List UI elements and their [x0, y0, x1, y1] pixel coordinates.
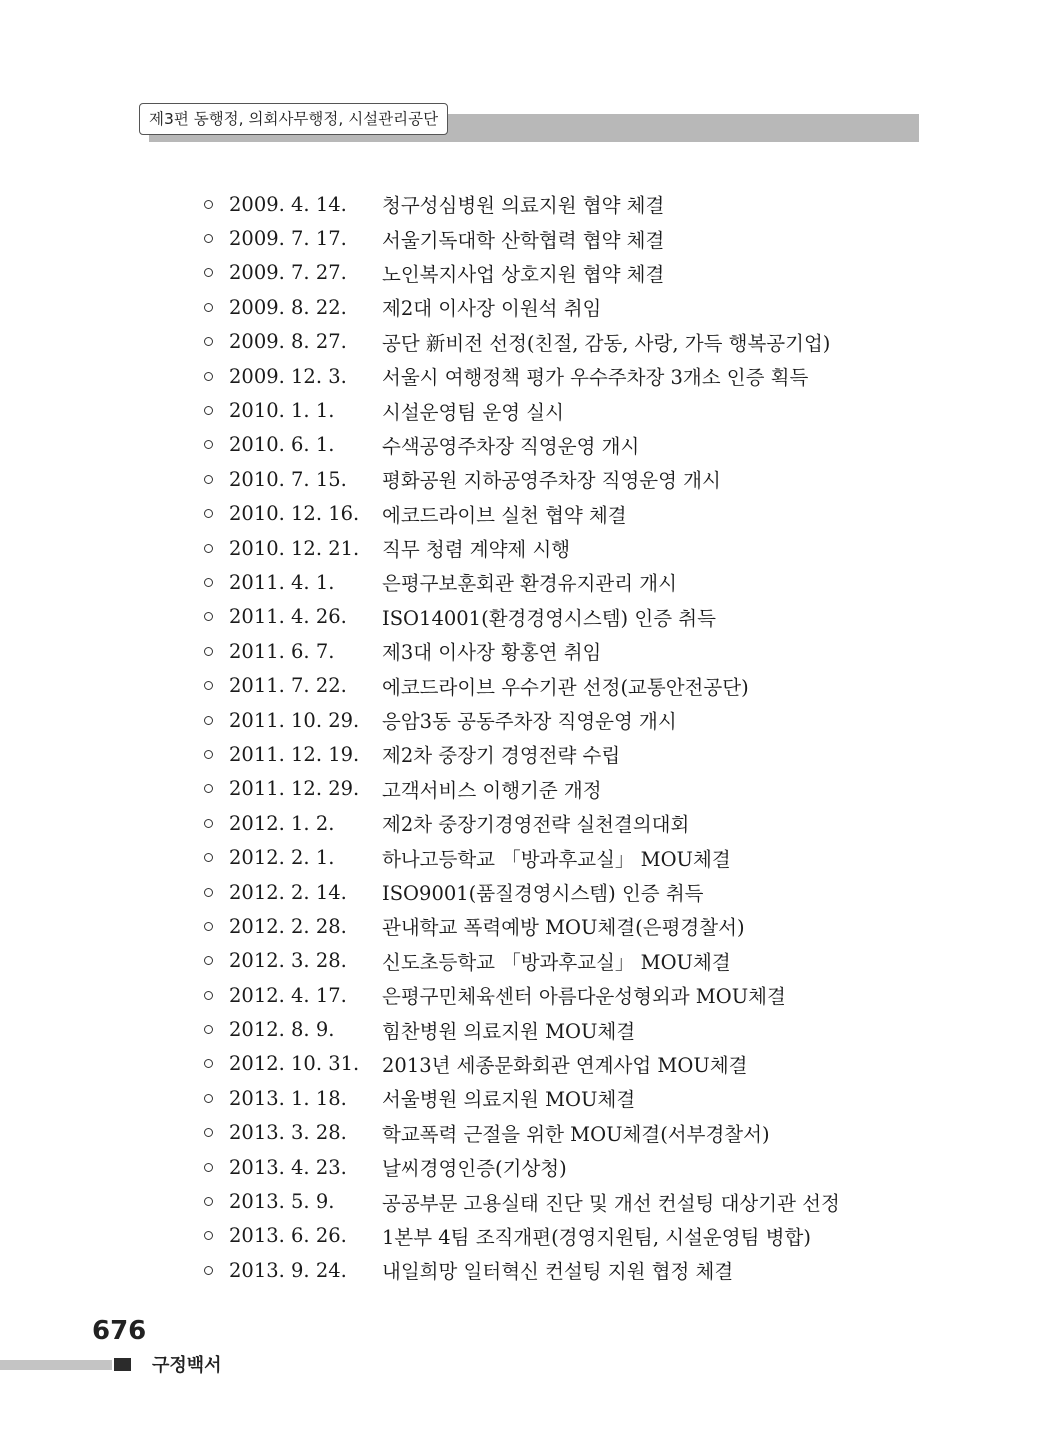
history-date: 2012. 8. 9. — [229, 1018, 335, 1042]
history-item — [200, 256, 840, 290]
circle-bullet-icon — [204, 819, 213, 828]
history-event: 공공부문 고용실태 진단 및 개선 컨설팅 대상기관 선정 — [382, 1191, 840, 1215]
history-item — [200, 840, 840, 874]
circle-bullet-icon — [204, 440, 213, 449]
history-date: 2013. 5. 9. — [229, 1190, 335, 1214]
history-date: 2012. 2. 1. — [229, 846, 335, 870]
circle-bullet-icon — [204, 888, 213, 897]
history-event: 신도초등학교 「방과후교실」 MOU체결 — [382, 950, 731, 974]
history-date: 2013. 3. 28. — [229, 1121, 347, 1145]
circle-bullet-icon — [204, 406, 213, 415]
history-date: 2011. 12. 19. — [229, 742, 360, 766]
circle-bullet-icon — [204, 716, 213, 725]
history-date: 2012. 2. 14. — [229, 880, 347, 904]
history-item — [200, 1116, 840, 1150]
book-title: 구정백서 — [152, 1355, 222, 1376]
history-event: 수색공영주차장 직영운영 개시 — [382, 434, 640, 458]
history-item — [200, 359, 840, 393]
history-date: 2012. 3. 28. — [229, 949, 347, 973]
history-event: ISO9001(품질경영시스템) 인증 취득 — [382, 882, 704, 905]
circle-bullet-icon — [204, 750, 213, 759]
history-date: 2013. 4. 23. — [229, 1155, 347, 1179]
history-item — [200, 393, 840, 427]
history-item — [200, 1047, 840, 1081]
history-date: 2009. 7. 27. — [229, 261, 347, 285]
history-item — [200, 1253, 840, 1287]
history-item — [200, 462, 840, 496]
history-item — [200, 909, 840, 943]
history-event: 고객서비스 이행기준 개정 — [382, 778, 602, 802]
history-date: 2013. 6. 26. — [229, 1224, 347, 1248]
history-date: 2009. 12. 3. — [229, 364, 347, 388]
history-item — [200, 978, 840, 1012]
circle-bullet-icon — [204, 922, 213, 931]
history-date: 2011. 7. 22. — [229, 674, 347, 698]
circle-bullet-icon — [204, 853, 213, 862]
footer-square-marker — [114, 1358, 131, 1371]
circle-bullet-icon — [204, 268, 213, 277]
circle-bullet-icon — [204, 1128, 213, 1137]
circle-bullet-icon — [204, 578, 213, 587]
history-item — [200, 290, 840, 324]
history-event: 에코드라이브 우수기관 선정(교통안전공단) — [382, 675, 749, 699]
history-event: 제2대 이사장 이원석 취임 — [382, 297, 602, 321]
circle-bullet-icon — [204, 1163, 213, 1172]
history-event: ISO14001(환경경영시스템) 인증 취득 — [382, 606, 716, 630]
history-date: 2012. 10. 31. — [229, 1052, 360, 1076]
history-event: 시설운영팀 운영 실시 — [382, 400, 564, 424]
history-event: 서울시 여행정책 평가 우수주차장 3개소 인증 획득 — [382, 366, 809, 390]
circle-bullet-icon — [204, 1059, 213, 1068]
history-event: 학교폭력 근절을 위한 MOU체결(서부경찰서) — [382, 1122, 770, 1146]
footer-bar — [0, 1360, 112, 1370]
history-event: 서울기독대학 산학협력 협약 체결 — [382, 228, 665, 252]
history-date: 2013. 9. 24. — [229, 1258, 347, 1282]
history-event: 평화공원 지하공영주차장 직영운영 개시 — [382, 469, 721, 493]
history-event: 제2차 중장기 경영전략 수립 — [382, 744, 621, 768]
history-date: 2013. 1. 18. — [229, 1086, 347, 1110]
history-event: 은평구보훈회관 환경유지관리 개시 — [382, 572, 677, 596]
history-date: 2009. 4. 14. — [229, 192, 347, 216]
circle-bullet-icon — [204, 337, 213, 346]
section-title: 제3편 동행정, 의회사무행정, 시설관리공단 — [139, 103, 448, 135]
circle-bullet-icon — [204, 1231, 213, 1240]
history-event: 노인복지사업 상호지원 협약 체결 — [382, 262, 665, 286]
history-event: 제3대 이사장 황홍연 취임 — [382, 641, 602, 665]
circle-bullet-icon — [204, 372, 213, 381]
history-item — [200, 187, 840, 221]
circle-bullet-icon — [204, 1025, 213, 1034]
history-item — [200, 600, 840, 634]
history-event: 공단 新비전 선정(친절, 감동, 사랑, 가득 행복공기업) — [382, 331, 831, 355]
history-event: 관내학교 폭력예방 MOU체결(은평경찰서) — [382, 916, 745, 940]
circle-bullet-icon — [204, 200, 213, 209]
history-event: 제2차 중장기경영전략 실천결의대회 — [382, 813, 690, 837]
circle-bullet-icon — [204, 991, 213, 1000]
history-item — [200, 325, 840, 359]
history-date: 2012. 1. 2. — [229, 811, 335, 835]
history-item — [200, 428, 840, 462]
circle-bullet-icon — [204, 612, 213, 621]
circle-bullet-icon — [204, 647, 213, 656]
history-date: 2012. 4. 17. — [229, 983, 347, 1007]
history-date: 2009. 7. 17. — [229, 227, 347, 251]
history-event: 내일희망 일터혁신 컨설팅 지원 협정 체결 — [382, 1260, 734, 1284]
history-item — [200, 565, 840, 599]
history-event: 1본부 4팀 조직개편(경영지원팀, 시설운영팀 병합) — [382, 1225, 811, 1249]
history-date: 2011. 4. 26. — [229, 605, 347, 629]
history-date: 2012. 2. 28. — [229, 914, 347, 938]
history-event: 직무 청렴 계약제 시행 — [382, 538, 571, 562]
circle-bullet-icon — [204, 784, 213, 793]
history-item — [200, 1219, 840, 1253]
history-item — [200, 497, 840, 531]
circle-bullet-icon — [204, 475, 213, 484]
history-item — [200, 806, 840, 840]
circle-bullet-icon — [204, 544, 213, 553]
history-event: 청구성심병원 의료지원 협약 체결 — [382, 194, 665, 218]
history-event: 서울병원 의료지원 MOU체결 — [382, 1088, 636, 1112]
history-date: 2011. 4. 1. — [229, 570, 335, 594]
history-date: 2011. 6. 7. — [229, 639, 335, 663]
history-item — [200, 772, 840, 806]
history-event: 은평구민체육센터 아름다운성형외과 MOU체결 — [382, 985, 786, 1009]
history-date: 2009. 8. 27. — [229, 330, 347, 354]
history-event: 힘찬병원 의료지원 MOU체결 — [382, 1019, 636, 1043]
history-date: 2009. 8. 22. — [229, 295, 347, 319]
circle-bullet-icon — [204, 234, 213, 243]
history-item — [200, 668, 840, 702]
history-item — [200, 1150, 840, 1184]
circle-bullet-icon — [204, 1094, 213, 1103]
history-event: 에코드라이브 실천 협약 체결 — [382, 503, 627, 527]
history-item — [200, 1184, 840, 1218]
history-date: 2010. 12. 16. — [229, 502, 360, 526]
history-item — [200, 221, 840, 255]
history-item — [200, 1012, 840, 1046]
history-item — [200, 703, 840, 737]
history-item — [200, 737, 840, 771]
history-item — [200, 634, 840, 668]
circle-bullet-icon — [204, 1266, 213, 1275]
history-item — [200, 531, 840, 565]
circle-bullet-icon — [204, 956, 213, 965]
history-date: 2011. 12. 29. — [229, 777, 360, 801]
history-date: 2010. 6. 1. — [229, 433, 335, 457]
history-event: 응암3동 공동주차장 직영운영 개시 — [382, 710, 677, 734]
page-number: 676 — [92, 1316, 147, 1346]
history-date: 2010. 12. 21. — [229, 536, 360, 560]
history-date: 2010. 1. 1. — [229, 399, 335, 423]
circle-bullet-icon — [204, 1197, 213, 1206]
history-event: 하나고등학교 「방과후교실」 MOU체결 — [382, 847, 731, 871]
history-event: 날씨경영인증(기상청) — [382, 1157, 567, 1181]
history-item — [200, 944, 840, 978]
history-item — [200, 875, 840, 909]
running-header — [139, 103, 919, 143]
circle-bullet-icon — [204, 303, 213, 312]
history-list — [200, 187, 840, 1288]
history-item — [200, 1081, 840, 1115]
circle-bullet-icon — [204, 681, 213, 690]
history-date: 2011. 10. 29. — [229, 708, 360, 732]
history-date: 2010. 7. 15. — [229, 467, 347, 491]
history-event: 2013년 세종문화회관 연계사업 MOU체결 — [382, 1053, 748, 1077]
circle-bullet-icon — [204, 509, 213, 518]
